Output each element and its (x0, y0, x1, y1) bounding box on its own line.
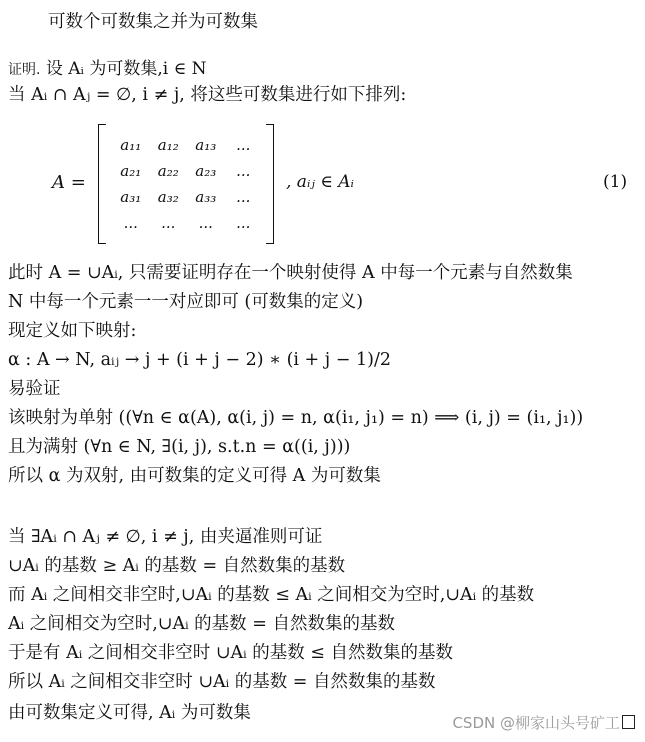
matrix-cell: a₃₂ (157, 188, 179, 206)
matrix-grid (112, 132, 262, 236)
proof-label: 证明. (8, 62, 41, 78)
matrix-equation (52, 118, 632, 248)
matrix-cell: a₂₂ (157, 162, 179, 180)
square-icon (622, 715, 635, 729)
equation-number: (1) (603, 172, 628, 192)
body-line: 而 Aᵢ 之间相交非空时,∪Aᵢ 的基数 ≤ Aᵢ 之间相交为空时,∪Aᵢ 的基数 (8, 585, 535, 605)
matrix-cell: ... (236, 136, 251, 154)
body-line: 所以 α 为双射, 由可数集的定义可得 A 为可数集 (8, 466, 381, 486)
matrix-cell: a₁₃ (195, 136, 217, 154)
body-line: 易验证 (8, 379, 61, 399)
matrix-cell: a₃₁ (120, 188, 142, 206)
matrix-cell: ... (236, 214, 251, 232)
matrix-rhs: , aᵢⱼ ∈ Aᵢ (286, 172, 354, 192)
body-line: 现定义如下映射: (8, 321, 137, 341)
matrix-cell: a₁₁ (120, 136, 142, 154)
proof-statement: 设 Aᵢ 为可数集,i ∈ N (45, 59, 207, 79)
body-line: 于是有 Aᵢ 之间相交非空时 ∪Aᵢ 的基数 ≤ 自然数集的基数 (8, 643, 454, 663)
matrix-cell: ... (161, 214, 176, 232)
body-line: 此时 A = ∪Aᵢ, 只需要证明存在一个映射使得 A 中每一个元素与自然数集 (8, 263, 573, 283)
body-line: 且为满射 (∀n ∈ N, ∃(i, j), s.t.n = α((i, j))) (8, 437, 351, 457)
matrix-cell: a₃₃ (195, 188, 217, 206)
watermark-text: CSDN @柳家山头号矿工 (452, 714, 620, 732)
body-line: ∪Aᵢ 的基数 ≥ Aᵢ 的基数 = 自然数集的基数 (8, 556, 346, 576)
body-line: 当 ∃Aᵢ ∩ Aⱼ ≠ ∅, i ≠ j, 由夹逼准则可证 (8, 527, 323, 547)
body-line: 该映射为单射 ((∀n ∈ α(A), α(i, j) = n, α(i₁, j₁) = n) ⟹ (i, j) = (i₁, j₁)) (8, 408, 584, 428)
body-line: Aᵢ 之间相交为空时,∪Aᵢ 的基数 = 自然数集的基数 (8, 614, 395, 634)
watermark (452, 712, 635, 733)
matrix-cell: a₂₁ (120, 162, 142, 180)
case1-intro: 当 Aᵢ ∩ Aⱼ = ∅, i ≠ j, 将这些可数集进行如下排列: (8, 85, 407, 105)
matrix-cell: ... (123, 214, 138, 232)
matrix-cell: a₂₃ (195, 162, 217, 180)
right-bracket (266, 124, 274, 244)
matrix-cell: a₁₂ (157, 136, 179, 154)
body-line: 所以 Aᵢ 之间相交非空时 ∪Aᵢ 的基数 = 自然数集的基数 (8, 672, 436, 692)
proof-heading (8, 54, 206, 79)
left-bracket (98, 124, 106, 244)
body-line: 由可数集定义可得, Aᵢ 为可数集 (8, 703, 251, 723)
page-title: 可数个可数集之并为可数集 (48, 12, 258, 32)
body-line: α : A → N, aᵢⱼ → j + (i + j − 2) ∗ (i + j − 1)/2 (8, 350, 391, 370)
matrix-lhs: A = (52, 172, 86, 193)
matrix-cell: ... (236, 162, 251, 180)
matrix-cell: ... (198, 214, 213, 232)
body-line: N 中每一个元素一一对应即可 (可数集的定义) (8, 292, 364, 312)
matrix-cell: ... (236, 188, 251, 206)
